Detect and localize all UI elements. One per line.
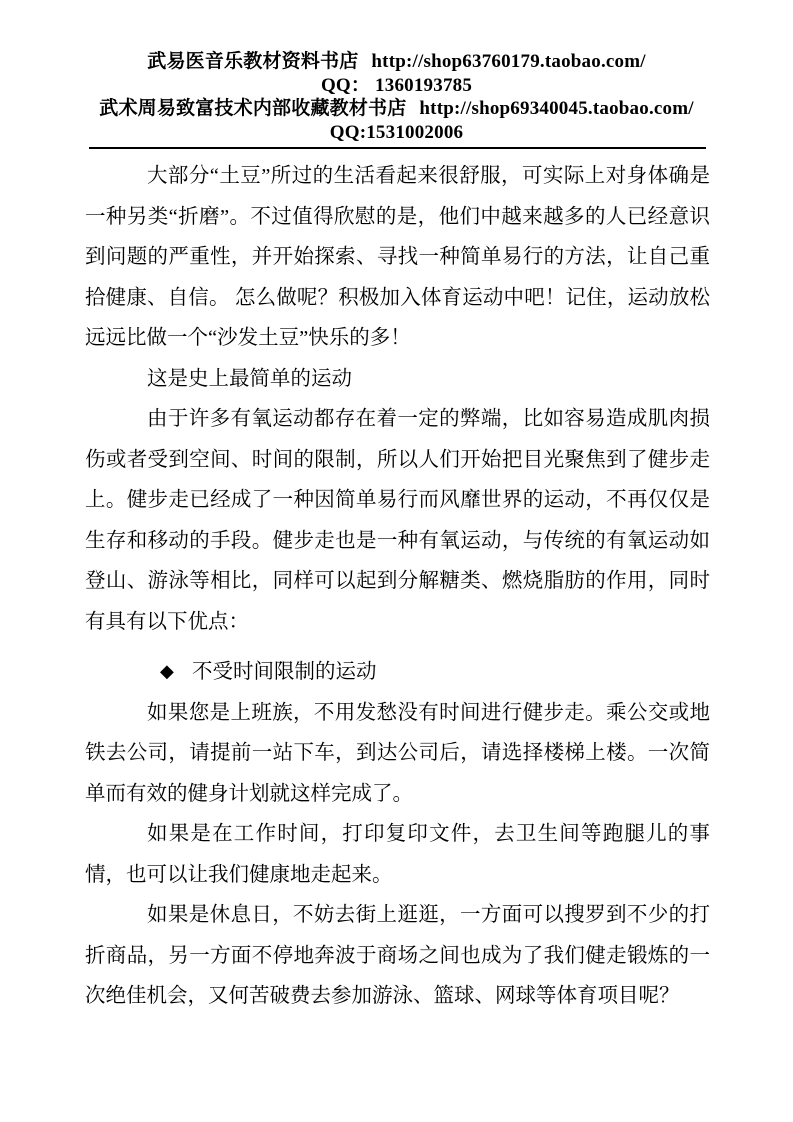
header-divider [89,147,706,149]
paragraph: 如果您是上班族，不用发愁没有时间进行健步走。乘公交或地铁去公司，请提前一站下车，到达公司后，请选择楼梯上楼。一次简单而有效的健身计划就这样完成了。 [85,701,710,805]
paragraph: 大部分“土豆”所过的生活看起来很舒服，可实际上对身体确是一种另类“折磨”。不过值得欣慰的是，他们中越来越多的人已经意识到问题的严重性，并开始探索、寻找一种简单易行的方法，让自己重拾健康、自信。 怎么做呢？积极加入体育运动中吧！记住，运动放松远远比做一个“沙发土豆”快乐的多！ [85,165,710,349]
section-subtitle: 这是史上最简单的运动 [147,367,352,390]
paragraph: 由于许多有氧运动都存在着一定的弊端，比如容易造成肌肉损伤或者受到空间、时间的限制，所以人们开始把目光聚焦到了健步走上。健步走已经成了一种因简单易行而风靡世界的运动，不再仅仅是生存和移动的手段。健步走也是一种有氧运动，与传统的有氧运动如登山、游泳等相比，同样可以起到分解糖类、燃烧脂肪的作用，同时有具有以下优点： [85,408,710,633]
diamond-bullet-icon: ◆ [160,661,174,681]
store2-title: 武术周易致富技术内部收藏教材书店 [99,98,407,119]
bullet-item-label: 不受时间限制的运动 [191,661,377,683]
bullet-item [85,652,710,693]
store1-qq: QQ： 1360193785 [320,74,473,96]
store2-qq: QQ:1531002006 [329,121,464,143]
header-store1-line [0,50,793,74]
paragraph: 如果是休息日，不妨去街上逛逛，一方面可以搜罗到不少的打折商品，另一方面不停地奔波于商场之间也成为了我们健走锻炼的一次绝佳机会，又何苦破费去参加游泳、篮球、网球等体育项目呢？ [85,904,710,1007]
store1-title: 武易医音乐教材资料书店 [147,51,359,72]
page-header [0,0,793,144]
document-body [85,156,710,1017]
header-store2-line [0,97,793,121]
paragraph: 如果是在工作时间，打印复印文件，去卫生间等跑腿儿的事情，也可以让我们健康地走起来。 [85,823,710,886]
store2-url: http://shop69340045.taobao.com/ [419,98,694,119]
store1-url: http://shop63760179.taobao.com/ [371,51,646,72]
